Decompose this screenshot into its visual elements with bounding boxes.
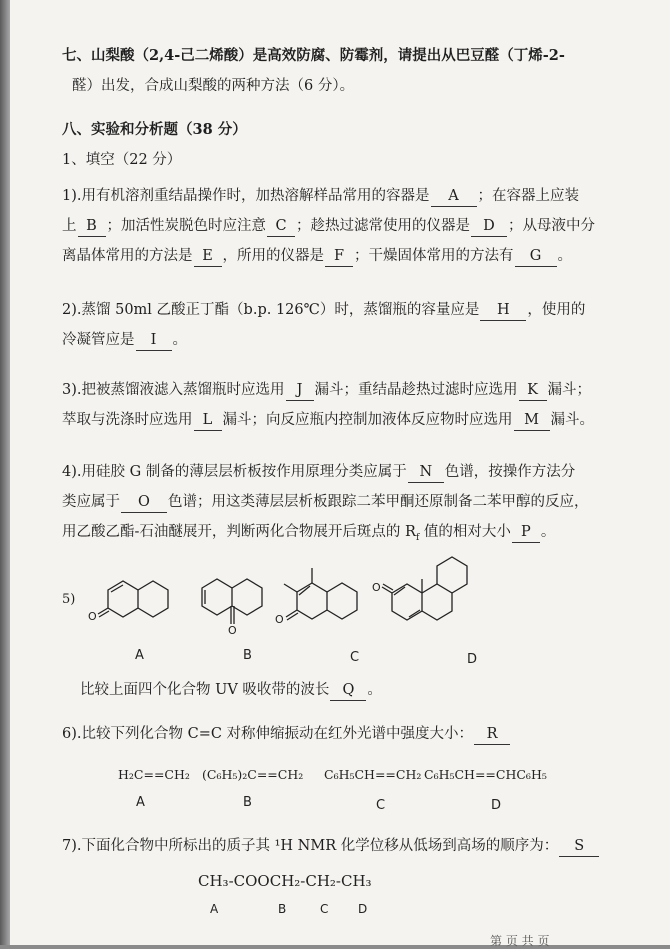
text: 。 xyxy=(172,332,187,348)
item4-line1 xyxy=(62,462,575,483)
text: 比较上面四个化合物 UV 吸收带的波长 xyxy=(80,682,330,698)
text: 6).比较下列化合物 C=C 对称伸缩振动在红外光谱中强度大小： xyxy=(62,726,474,742)
proton-label-D: D xyxy=(358,902,368,916)
blank-K: K xyxy=(519,380,547,401)
formula-label-A: A xyxy=(136,795,145,810)
item1-line3 xyxy=(62,246,572,267)
item4-line3 xyxy=(62,522,555,548)
text: 萃取与洗涤时应选用 xyxy=(62,412,193,428)
text: 。 xyxy=(540,524,556,540)
blank-F: F xyxy=(325,246,353,267)
text: 冷凝管应是 xyxy=(62,332,135,348)
item6-question xyxy=(62,724,511,745)
text: 。 xyxy=(367,682,382,698)
text: ；在容器上应装 xyxy=(477,188,579,204)
text: 色谱，按操作方法分 xyxy=(444,464,576,480)
svg-text:O: O xyxy=(88,610,97,623)
text: ；干燥固体常用的方法有 xyxy=(354,248,514,264)
text: 1).用有机溶剂重结晶操作时，加热溶解样品常用的容器是 xyxy=(62,188,430,204)
blank-N: N xyxy=(408,462,444,483)
structure-label-A: A xyxy=(135,648,144,663)
svg-text:O: O xyxy=(372,581,381,594)
text: ；加活性炭脱色时应注意 xyxy=(106,218,266,234)
text: 7).下面化合物中所标出的质子其 ¹H NMR 化学位移从低场到高场的顺序为： xyxy=(62,838,559,854)
formula-B: (C₆H₅)₂C==CH₂ xyxy=(202,767,304,782)
text: ，使用的 xyxy=(527,302,586,318)
text: 色谱；用这类薄层层析板跟踪二苯甲酮还原制备二苯甲醇的反应， xyxy=(168,494,589,510)
exam-page xyxy=(10,0,670,948)
item1-line1 xyxy=(62,186,579,207)
item5-number: 5) xyxy=(62,592,76,607)
item4-line2 xyxy=(62,492,589,513)
structure-label-D: D xyxy=(467,652,478,667)
blank-L: L xyxy=(194,410,222,431)
text: ，所用的仪器是 xyxy=(222,248,324,264)
structure-C xyxy=(272,562,372,632)
blank-B: B xyxy=(78,216,106,237)
blank-G: G xyxy=(515,246,557,267)
text: 漏斗；向反应瓶内控制加液体反应物时应选用 xyxy=(222,412,513,428)
section-heading: 八、实验和分析题（38 分） xyxy=(62,121,247,138)
formula-label-D: D xyxy=(491,798,502,813)
item2-line1 xyxy=(62,300,585,321)
text: 。 xyxy=(557,248,572,264)
blank-O: O xyxy=(121,492,167,513)
text: 2).蒸馏 50ml 乙酸正丁酯（b.p. 126℃）时，蒸馏瓶的容量应是 xyxy=(62,302,480,318)
blank-P: P xyxy=(512,522,540,543)
item3-line2 xyxy=(62,410,594,431)
item1-line2 xyxy=(62,216,595,237)
text: 类应属于 xyxy=(62,494,120,510)
blank-D: D xyxy=(471,216,507,237)
item7-question xyxy=(62,836,600,857)
structure-D xyxy=(372,555,492,635)
item3-line1 xyxy=(62,380,591,401)
text: 漏斗。 xyxy=(550,412,594,428)
formula-C: C₆H₅CH==CH₂ xyxy=(324,767,422,782)
subsection-heading: 1、填空（22 分） xyxy=(62,152,182,168)
text: 值的相对大小 xyxy=(419,524,511,540)
blank-J: J xyxy=(286,380,314,401)
text: 4).用硅胶 G 制备的薄层层析板按作用原理分类应属于 xyxy=(62,464,407,480)
proton-label-B: B xyxy=(278,902,287,916)
blank-M: M xyxy=(514,410,550,431)
item5-question xyxy=(80,680,382,701)
blank-E: E xyxy=(194,246,222,267)
text: ；从母液中分 xyxy=(508,218,595,234)
page-footer: 第 页 共 页 xyxy=(490,934,550,948)
blank-S: S xyxy=(559,836,599,857)
svg-text:O: O xyxy=(228,624,237,637)
text: 漏斗；重结晶趁热过滤时应选用 xyxy=(314,382,518,398)
structure-label-C: C xyxy=(350,650,360,665)
text: 上 xyxy=(62,218,77,234)
blank-I: I xyxy=(136,330,172,351)
text: ；趁热过滤常使用的仪器是 xyxy=(296,218,470,234)
q7-line1: 七、山梨酸（2,4-己二烯酸）是高效防腐、防霉剂，请提出从巴豆醛（丁烯-2- xyxy=(62,47,565,64)
text: 用乙酸乙酯-石油醚展开，判断两化合物展开后斑点的 R xyxy=(62,524,416,540)
text: 离晶体常用的方法是 xyxy=(62,248,193,264)
ester-formula: CH₃-COOCH₂-CH₂-CH₃ xyxy=(198,872,372,890)
structure-label-B: B xyxy=(243,648,252,663)
text: 漏斗； xyxy=(547,382,591,398)
proton-label-A: A xyxy=(210,902,219,916)
blank-Q: Q xyxy=(330,680,366,701)
blank-A: A xyxy=(431,186,477,207)
blank-C: C xyxy=(267,216,295,237)
blank-H: H xyxy=(480,300,526,321)
formula-A: H₂C==CH₂ xyxy=(118,767,190,782)
item2-line2 xyxy=(62,330,187,351)
svg-text:O: O xyxy=(275,613,284,626)
proton-label-C: C xyxy=(320,902,329,916)
text: 3).把被蒸馏液滤入蒸馏瓶时应选用 xyxy=(62,382,285,398)
structure-A xyxy=(88,568,188,628)
formula-D: C₆H₅CH==CHC₆H₅ xyxy=(424,767,547,782)
q7-line2: 醛）出发，合成山梨酸的两种方法（6 分）。 xyxy=(72,78,355,94)
blank-R: R xyxy=(474,724,510,745)
formula-label-B: B xyxy=(243,795,252,810)
formula-label-C: C xyxy=(376,798,386,813)
subscript: f xyxy=(415,532,420,543)
